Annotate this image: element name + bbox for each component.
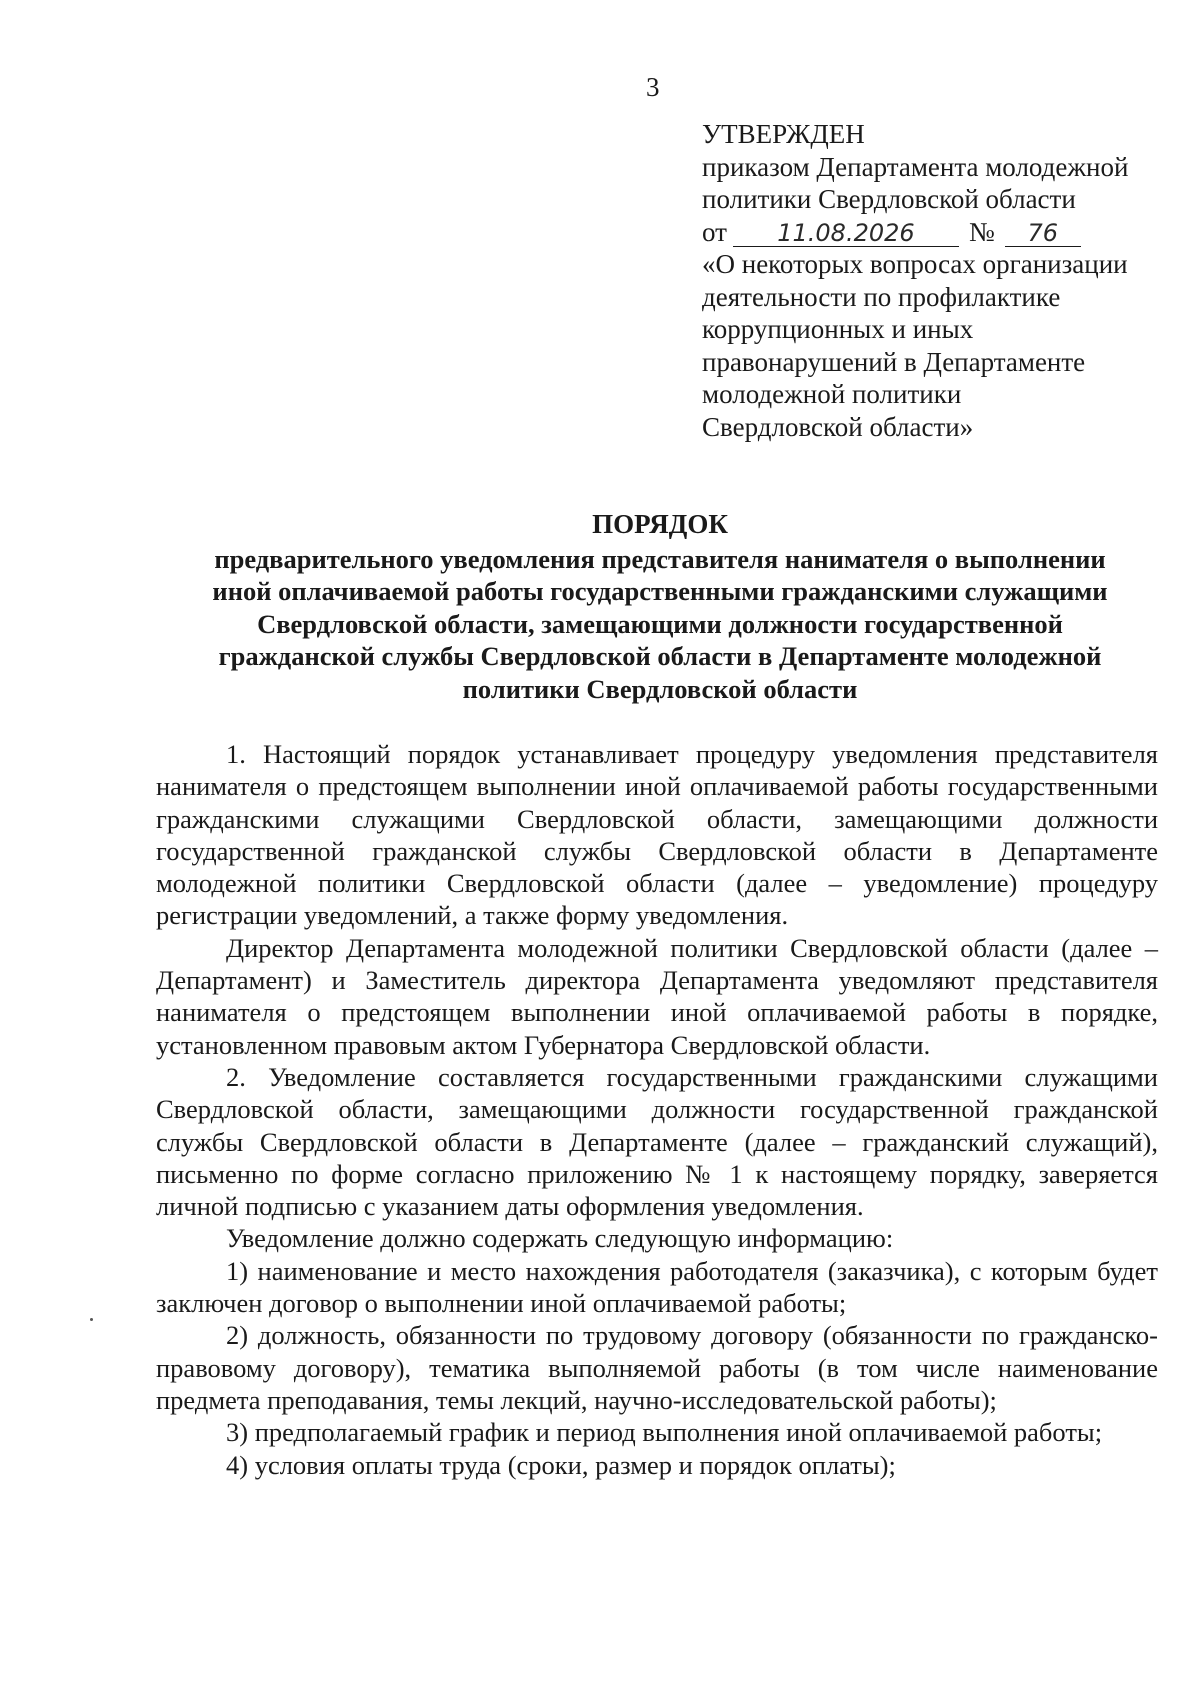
title-line: Свердловской области, замещающими должности государственной	[257, 608, 1063, 639]
paragraph: Директор Департамента молодежной политики Свердловской области (далее – Департамент) и Заместитель директора Департамента уведомляют представителя нанимателя о предстоящем выполнении иной оплачиваемой работы в порядке, установленном правовым актом Губернатора Свердловской области.	[156, 932, 1158, 1060]
document-body	[156, 738, 1158, 1481]
paragraph: 2. Уведомление составляется государственными гражданскими служащими Свердловской области, замещающими должности государственной гражданской службы Свердловской области в Департаменте (далее – гражданский служащий), письменно по форме согласно приложению № 1 к настоящему порядку, заверяется личной подписью с указанием даты оформления уведомления.	[156, 1061, 1158, 1222]
approval-block	[702, 118, 1172, 443]
handwritten-date: 11.08.2026	[733, 220, 959, 247]
approval-heading: УТВЕРЖДЕН	[702, 119, 865, 149]
handwritten-number: 76	[1005, 220, 1081, 247]
number-sign: №	[968, 216, 995, 247]
title-line: предварительного уведомления представителя нанимателя о выполнении	[214, 543, 1106, 574]
date-prefix: от	[702, 216, 727, 247]
approval-line: приказом Департамента молодежной	[702, 151, 1129, 182]
approval-subject-line: молодежной политики	[702, 379, 962, 409]
approval-line: политики Свердловской области	[702, 184, 1076, 214]
title-line: гражданской службы Свердловской области в Департаменте молодежной	[218, 641, 1102, 671]
title-main: ПОРЯДОК	[592, 509, 728, 539]
paragraph: 1. Настоящий порядок устанавливает процедуру уведомления представителя нанимателя о предстоящем выполнении иной оплачиваемой работы государственными гражданскими служащими Свердловской области, замещающими должности государственной гражданской службы Свердловской области в Департаменте молодежной политики Свердловской области (далее – уведомление) процедуру регистрации уведомлений, а также форму уведомления.	[156, 739, 1158, 931]
title-line: иной оплачиваемой работы государственными гражданскими служащими	[212, 576, 1108, 606]
paragraph: 2) должность, обязанности по трудовому договору (обязанности по гражданско-правовому договору), тематика выполняемой работы (в том числе наименование предмета преподавания, темы лекций, научно-исследовательской работы);	[156, 1320, 1158, 1415]
scan-speck	[90, 1318, 93, 1321]
approval-subject-line: деятельности по профилактике	[702, 281, 1061, 312]
approval-subject-line: правонарушений в Департаменте	[702, 346, 1086, 377]
order-date-number-line	[702, 216, 1172, 249]
document-title	[140, 508, 1180, 705]
approval-subject-line: Свердловской области»	[702, 411, 974, 442]
approval-subject-line: «О некоторых вопросах организации	[702, 249, 1128, 279]
approval-subject-line: коррупционных и иных	[702, 314, 974, 344]
paragraph: 3) предполагаемый график и период выполнения иной оплачиваемой работы;	[226, 1417, 1103, 1448]
page-number: 3	[646, 72, 660, 102]
paragraph: 4) условия оплаты труда (сроки, размер и порядок оплаты);	[226, 1449, 896, 1480]
paragraph: Уведомление должно содержать следующую информацию:	[226, 1223, 894, 1254]
paragraph: 1) наименование и место нахождения работодателя (заказчика), с которым будет заключен договор о выполнении иной оплачиваемой работы;	[156, 1255, 1158, 1319]
title-line: политики Свердловской области	[462, 673, 858, 704]
